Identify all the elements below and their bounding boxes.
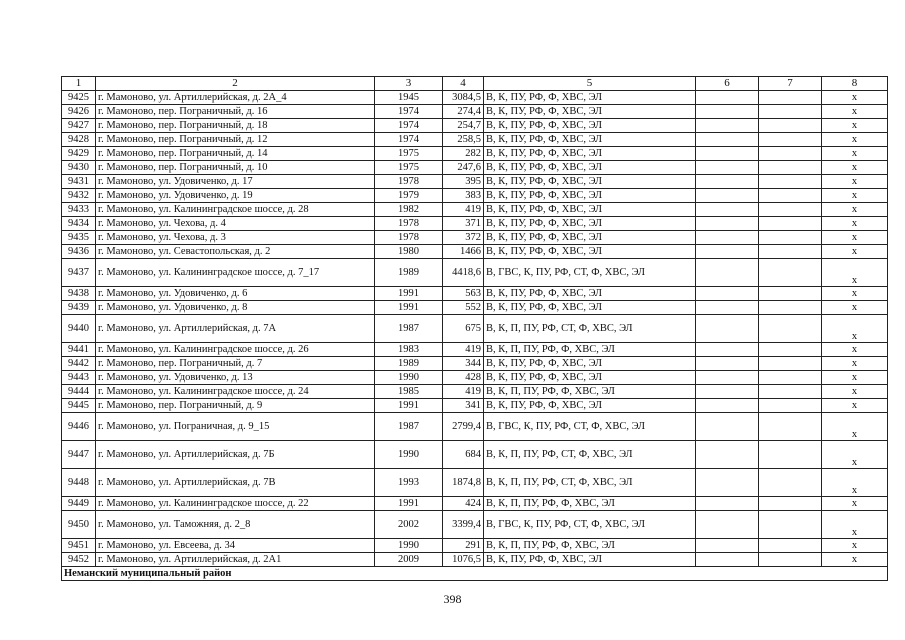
cell-year: 1974 — [375, 105, 443, 119]
header-row — [62, 77, 888, 91]
table-header — [62, 77, 888, 91]
cell-mark: х — [822, 301, 888, 315]
cell-address: г. Мамоново, ул. Севастопольская, д. 2 — [96, 245, 375, 259]
cell-number: 9427 — [62, 119, 96, 133]
cell-services: В, К, ПУ, РФ, Ф, ХВС, ЭЛ — [484, 217, 696, 231]
cell-services: В, К, ПУ, РФ, Ф, ХВС, ЭЛ — [484, 91, 696, 105]
housing-registry-table — [61, 76, 888, 581]
cell-year: 1983 — [375, 343, 443, 357]
cell-col6 — [696, 399, 759, 413]
cell-area: 1076,5 — [443, 553, 484, 567]
cell-col6 — [696, 371, 759, 385]
cell-services: В, К, ПУ, РФ, Ф, ХВС, ЭЛ — [484, 133, 696, 147]
cell-col7 — [759, 441, 822, 469]
table-row — [62, 105, 888, 119]
table-row — [62, 133, 888, 147]
cell-col7 — [759, 161, 822, 175]
cell-col7 — [759, 511, 822, 539]
cell-number: 9438 — [62, 287, 96, 301]
cell-col6 — [696, 343, 759, 357]
cell-year: 1978 — [375, 175, 443, 189]
cell-mark: х — [822, 469, 888, 497]
table-row — [62, 511, 888, 539]
cell-col6 — [696, 147, 759, 161]
cell-address: г. Мамоново, ул. Артиллерийская, д. 2А_4 — [96, 91, 375, 105]
cell-area: 2799,4 — [443, 413, 484, 441]
cell-year: 1989 — [375, 259, 443, 287]
cell-number: 9434 — [62, 217, 96, 231]
table-row — [62, 217, 888, 231]
cell-number: 9437 — [62, 259, 96, 287]
cell-year: 1978 — [375, 217, 443, 231]
cell-address: г. Мамоново, пер. Пограничный, д. 10 — [96, 161, 375, 175]
cell-services: В, К, ПУ, РФ, Ф, ХВС, ЭЛ — [484, 105, 696, 119]
table-row — [62, 371, 888, 385]
cell-year: 1975 — [375, 147, 443, 161]
cell-col7 — [759, 357, 822, 371]
cell-number: 9426 — [62, 105, 96, 119]
cell-address: г. Мамоново, ул. Удовиченко, д. 17 — [96, 175, 375, 189]
cell-services: В, К, ПУ, РФ, Ф, ХВС, ЭЛ — [484, 175, 696, 189]
cell-number: 9450 — [62, 511, 96, 539]
table-row — [62, 119, 888, 133]
cell-mark: х — [822, 399, 888, 413]
cell-services: В, К, ПУ, РФ, Ф, ХВС, ЭЛ — [484, 147, 696, 161]
cell-area: 419 — [443, 385, 484, 399]
cell-col6 — [696, 357, 759, 371]
cell-col7 — [759, 287, 822, 301]
cell-number: 9452 — [62, 553, 96, 567]
cell-mark: х — [822, 231, 888, 245]
table-row — [62, 539, 888, 553]
cell-area: 282 — [443, 147, 484, 161]
cell-col6 — [696, 441, 759, 469]
cell-col7 — [759, 147, 822, 161]
cell-year: 1975 — [375, 161, 443, 175]
table-row — [62, 357, 888, 371]
cell-address: г. Мамоново, ул. Артиллерийская, д. 7В — [96, 469, 375, 497]
cell-address: г. Мамоново, ул. Удовиченко, д. 13 — [96, 371, 375, 385]
cell-number: 9446 — [62, 413, 96, 441]
page-number: 398 — [443, 592, 462, 606]
cell-services: В, К, ПУ, РФ, Ф, ХВС, ЭЛ — [484, 357, 696, 371]
cell-number: 9443 — [62, 371, 96, 385]
cell-col6 — [696, 245, 759, 259]
cell-area: 344 — [443, 357, 484, 371]
cell-services: В, ГВС, К, ПУ, РФ, СТ, Ф, ХВС, ЭЛ — [484, 259, 696, 287]
cell-col6 — [696, 231, 759, 245]
cell-number: 9433 — [62, 203, 96, 217]
cell-number: 9440 — [62, 315, 96, 343]
cell-area: 3399,4 — [443, 511, 484, 539]
cell-year: 1985 — [375, 385, 443, 399]
cell-col6 — [696, 413, 759, 441]
cell-year: 1979 — [375, 189, 443, 203]
cell-col7 — [759, 231, 822, 245]
cell-year: 1991 — [375, 287, 443, 301]
cell-mark: х — [822, 259, 888, 287]
cell-area: 675 — [443, 315, 484, 343]
cell-mark: х — [822, 315, 888, 343]
table-body — [62, 91, 888, 581]
cell-area: 552 — [443, 301, 484, 315]
cell-area: 291 — [443, 539, 484, 553]
col-header-6: 6 — [696, 77, 759, 91]
cell-number: 9430 — [62, 161, 96, 175]
cell-col7 — [759, 539, 822, 553]
cell-services: В, К, П, ПУ, РФ, Ф, ХВС, ЭЛ — [484, 497, 696, 511]
cell-services: В, К, ПУ, РФ, Ф, ХВС, ЭЛ — [484, 287, 696, 301]
cell-services: В, К, ПУ, РФ, Ф, ХВС, ЭЛ — [484, 189, 696, 203]
cell-area: 1874,8 — [443, 469, 484, 497]
cell-year: 1987 — [375, 413, 443, 441]
cell-year: 1991 — [375, 301, 443, 315]
cell-services: В, К, П, ПУ, РФ, СТ, Ф, ХВС, ЭЛ — [484, 469, 696, 497]
cell-mark: х — [822, 147, 888, 161]
cell-mark: х — [822, 133, 888, 147]
table-row — [62, 497, 888, 511]
cell-services: В, ГВС, К, ПУ, РФ, СТ, Ф, ХВС, ЭЛ — [484, 511, 696, 539]
cell-address: г. Мамоново, ул. Чехова, д. 4 — [96, 217, 375, 231]
table-row — [62, 231, 888, 245]
cell-mark: х — [822, 175, 888, 189]
cell-address: г. Мамоново, ул. Артиллерийская, д. 2А1 — [96, 553, 375, 567]
cell-number: 9435 — [62, 231, 96, 245]
cell-address: г. Мамоново, пер. Пограничный, д. 9 — [96, 399, 375, 413]
cell-mark: х — [822, 287, 888, 301]
cell-year: 1993 — [375, 469, 443, 497]
cell-col7 — [759, 217, 822, 231]
cell-services: В, К, ПУ, РФ, Ф, ХВС, ЭЛ — [484, 553, 696, 567]
cell-year: 1980 — [375, 245, 443, 259]
cell-area: 4418,6 — [443, 259, 484, 287]
cell-address: г. Мамоново, ул. Калининградское шоссе, д. 26 — [96, 343, 375, 357]
cell-mark: х — [822, 413, 888, 441]
cell-col7 — [759, 553, 822, 567]
cell-year: 1991 — [375, 497, 443, 511]
cell-col7 — [759, 91, 822, 105]
table-row — [62, 553, 888, 567]
cell-number: 9451 — [62, 539, 96, 553]
cell-address: г. Мамоново, пер. Пограничный, д. 7 — [96, 357, 375, 371]
cell-area: 424 — [443, 497, 484, 511]
cell-col6 — [696, 217, 759, 231]
cell-col6 — [696, 553, 759, 567]
cell-address: г. Мамоново, ул. Калининградское шоссе, д. 7_17 — [96, 259, 375, 287]
cell-col6 — [696, 539, 759, 553]
cell-area: 383 — [443, 189, 484, 203]
cell-area: 684 — [443, 441, 484, 469]
cell-address: г. Мамоново, ул. Артиллерийская, д. 7Б — [96, 441, 375, 469]
cell-year: 1987 — [375, 315, 443, 343]
cell-services: В, К, ПУ, РФ, Ф, ХВС, ЭЛ — [484, 119, 696, 133]
cell-col6 — [696, 189, 759, 203]
table-row — [62, 161, 888, 175]
cell-col7 — [759, 259, 822, 287]
cell-number: 9439 — [62, 301, 96, 315]
cell-year: 1974 — [375, 133, 443, 147]
col-header-8: 8 — [822, 77, 888, 91]
cell-year: 2009 — [375, 553, 443, 567]
table-row — [62, 91, 888, 105]
cell-col7 — [759, 385, 822, 399]
cell-col7 — [759, 371, 822, 385]
cell-col6 — [696, 175, 759, 189]
table-row — [62, 287, 888, 301]
table-row — [62, 315, 888, 343]
cell-year: 1990 — [375, 441, 443, 469]
cell-area: 563 — [443, 287, 484, 301]
table-row — [62, 399, 888, 413]
cell-year: 1945 — [375, 91, 443, 105]
cell-year: 1990 — [375, 371, 443, 385]
cell-col6 — [696, 203, 759, 217]
cell-services: В, К, П, ПУ, РФ, Ф, ХВС, ЭЛ — [484, 343, 696, 357]
cell-area: 371 — [443, 217, 484, 231]
cell-services: В, К, ПУ, РФ, Ф, ХВС, ЭЛ — [484, 245, 696, 259]
table-row — [62, 175, 888, 189]
table-row — [62, 259, 888, 287]
cell-area: 1466 — [443, 245, 484, 259]
cell-address: г. Мамоново, ул. Удовиченко, д. 19 — [96, 189, 375, 203]
cell-services: В, К, ПУ, РФ, Ф, ХВС, ЭЛ — [484, 399, 696, 413]
cell-col6 — [696, 91, 759, 105]
col-header-2: 2 — [96, 77, 375, 91]
cell-mark: х — [822, 161, 888, 175]
table-row — [62, 343, 888, 357]
cell-number: 9447 — [62, 441, 96, 469]
cell-mark: х — [822, 245, 888, 259]
cell-address: г. Мамоново, ул. Евсеева, д. 34 — [96, 539, 375, 553]
cell-col6 — [696, 287, 759, 301]
table-row — [62, 413, 888, 441]
cell-address: г. Мамоново, ул. Калининградское шоссе, д. 28 — [96, 203, 375, 217]
cell-address: г. Мамоново, пер. Пограничный, д. 18 — [96, 119, 375, 133]
cell-services: В, К, ПУ, РФ, Ф, ХВС, ЭЛ — [484, 301, 696, 315]
cell-col6 — [696, 469, 759, 497]
cell-mark: х — [822, 189, 888, 203]
cell-services: В, К, П, ПУ, РФ, Ф, ХВС, ЭЛ — [484, 385, 696, 399]
cell-year: 1990 — [375, 539, 443, 553]
cell-number: 9441 — [62, 343, 96, 357]
region-label: Неманский муниципальный район — [62, 567, 888, 581]
cell-mark: х — [822, 385, 888, 399]
col-header-7: 7 — [759, 77, 822, 91]
cell-area: 247,6 — [443, 161, 484, 175]
table-row — [62, 245, 888, 259]
table-row — [62, 469, 888, 497]
cell-mark: х — [822, 357, 888, 371]
cell-col6 — [696, 133, 759, 147]
cell-area: 254,7 — [443, 119, 484, 133]
cell-number: 9428 — [62, 133, 96, 147]
cell-area: 3084,5 — [443, 91, 484, 105]
cell-number: 9442 — [62, 357, 96, 371]
cell-area: 419 — [443, 343, 484, 357]
cell-col7 — [759, 105, 822, 119]
cell-address: г. Мамоново, пер. Пограничный, д. 12 — [96, 133, 375, 147]
cell-number: 9449 — [62, 497, 96, 511]
cell-number: 9444 — [62, 385, 96, 399]
table-row — [62, 441, 888, 469]
region-row — [62, 567, 888, 581]
cell-col7 — [759, 203, 822, 217]
cell-address: г. Мамоново, ул. Удовиченко, д. 8 — [96, 301, 375, 315]
cell-year: 1989 — [375, 357, 443, 371]
col-header-3: 3 — [375, 77, 443, 91]
cell-col6 — [696, 161, 759, 175]
cell-services: В, К, ПУ, РФ, Ф, ХВС, ЭЛ — [484, 161, 696, 175]
cell-mark: х — [822, 497, 888, 511]
cell-mark: х — [822, 217, 888, 231]
cell-year: 1974 — [375, 119, 443, 133]
cell-col7 — [759, 133, 822, 147]
cell-col7 — [759, 469, 822, 497]
cell-col6 — [696, 105, 759, 119]
cell-number: 9432 — [62, 189, 96, 203]
cell-col6 — [696, 119, 759, 133]
cell-mark: х — [822, 553, 888, 567]
cell-mark: х — [822, 203, 888, 217]
cell-col7 — [759, 343, 822, 357]
cell-services: В, К, П, ПУ, РФ, СТ, Ф, ХВС, ЭЛ — [484, 315, 696, 343]
cell-col6 — [696, 259, 759, 287]
cell-mark: х — [822, 371, 888, 385]
cell-number: 9436 — [62, 245, 96, 259]
cell-year: 1978 — [375, 231, 443, 245]
cell-year: 2002 — [375, 511, 443, 539]
col-header-1: 1 — [62, 77, 96, 91]
cell-col7 — [759, 315, 822, 343]
cell-mark: х — [822, 119, 888, 133]
table-row — [62, 147, 888, 161]
cell-area: 274,4 — [443, 105, 484, 119]
cell-address: г. Мамоново, пер. Пограничный, д. 14 — [96, 147, 375, 161]
table-row — [62, 301, 888, 315]
cell-col6 — [696, 315, 759, 343]
cell-col7 — [759, 413, 822, 441]
cell-services: В, ГВС, К, ПУ, РФ, СТ, Ф, ХВС, ЭЛ — [484, 413, 696, 441]
cell-services: В, К, ПУ, РФ, Ф, ХВС, ЭЛ — [484, 371, 696, 385]
cell-services: В, К, ПУ, РФ, Ф, ХВС, ЭЛ — [484, 203, 696, 217]
cell-year: 1991 — [375, 399, 443, 413]
cell-mark: х — [822, 511, 888, 539]
cell-year: 1982 — [375, 203, 443, 217]
cell-services: В, К, ПУ, РФ, Ф, ХВС, ЭЛ — [484, 231, 696, 245]
cell-address: г. Мамоново, ул. Пограничная, д. 9_15 — [96, 413, 375, 441]
cell-services: В, К, П, ПУ, РФ, Ф, ХВС, ЭЛ — [484, 539, 696, 553]
cell-mark: х — [822, 105, 888, 119]
cell-address: г. Мамоново, ул. Удовиченко, д. 6 — [96, 287, 375, 301]
table-row — [62, 385, 888, 399]
cell-address: г. Мамоново, ул. Чехова, д. 3 — [96, 231, 375, 245]
cell-number: 9431 — [62, 175, 96, 189]
cell-mark: х — [822, 91, 888, 105]
col-header-5: 5 — [484, 77, 696, 91]
cell-address: г. Мамоново, ул. Калининградское шоссе, д. 24 — [96, 385, 375, 399]
cell-col7 — [759, 175, 822, 189]
cell-col6 — [696, 301, 759, 315]
cell-address: г. Мамоново, ул. Артиллерийская, д. 7А — [96, 315, 375, 343]
cell-area: 428 — [443, 371, 484, 385]
cell-col6 — [696, 385, 759, 399]
cell-number: 9445 — [62, 399, 96, 413]
cell-mark: х — [822, 539, 888, 553]
cell-number: 9425 — [62, 91, 96, 105]
table-row — [62, 189, 888, 203]
cell-mark: х — [822, 441, 888, 469]
cell-area: 258,5 — [443, 133, 484, 147]
cell-col7 — [759, 119, 822, 133]
cell-area: 341 — [443, 399, 484, 413]
cell-col7 — [759, 399, 822, 413]
table-row — [62, 203, 888, 217]
cell-col7 — [759, 497, 822, 511]
col-header-4: 4 — [443, 77, 484, 91]
cell-number: 9448 — [62, 469, 96, 497]
cell-area: 419 — [443, 203, 484, 217]
cell-address: г. Мамоново, пер. Пограничный, д. 16 — [96, 105, 375, 119]
cell-area: 395 — [443, 175, 484, 189]
cell-mark: х — [822, 343, 888, 357]
cell-address: г. Мамоново, ул. Калининградское шоссе, д. 22 — [96, 497, 375, 511]
cell-col7 — [759, 301, 822, 315]
cell-col7 — [759, 189, 822, 203]
cell-address: г. Мамоново, ул. Таможняя, д. 2_8 — [96, 511, 375, 539]
cell-col7 — [759, 245, 822, 259]
cell-services: В, К, П, ПУ, РФ, СТ, Ф, ХВС, ЭЛ — [484, 441, 696, 469]
cell-area: 372 — [443, 231, 484, 245]
cell-col6 — [696, 497, 759, 511]
cell-number: 9429 — [62, 147, 96, 161]
cell-col6 — [696, 511, 759, 539]
